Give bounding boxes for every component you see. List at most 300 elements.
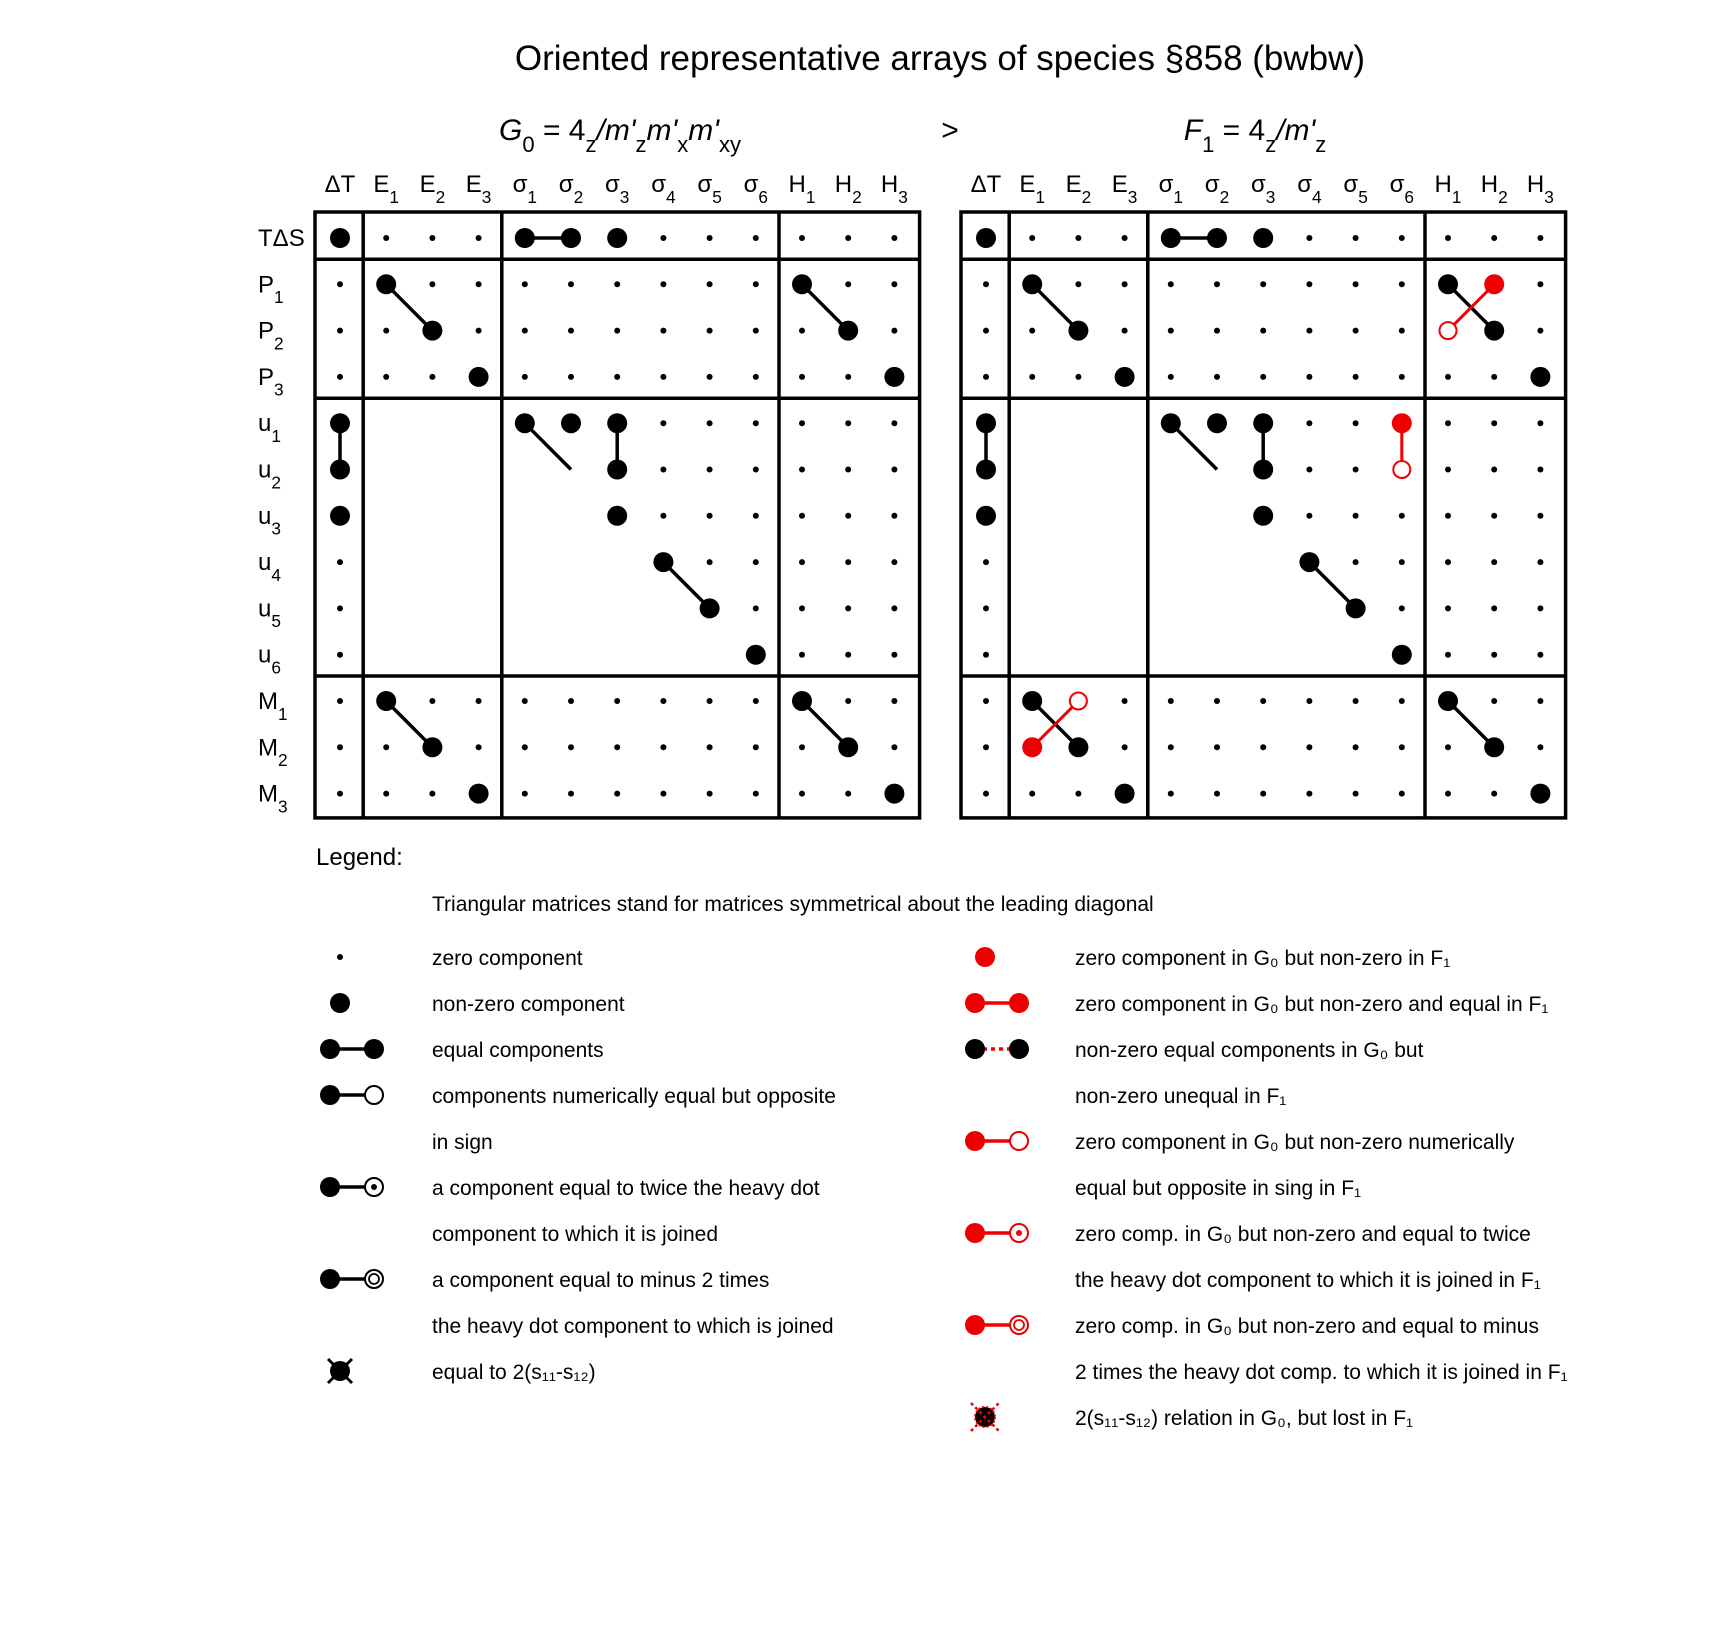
small-dot	[1306, 374, 1312, 380]
heavy-dot	[1161, 228, 1181, 248]
heavy-dot	[838, 321, 858, 341]
small-dot	[799, 559, 805, 565]
col-header-f1-9: $\sigma_6$	[1389, 171, 1415, 207]
small-dot	[799, 328, 805, 334]
small-dot	[1353, 374, 1359, 380]
small-dot	[845, 513, 851, 519]
small-dot	[383, 744, 389, 750]
small-dot	[753, 791, 759, 797]
small-dot	[1445, 467, 1451, 473]
heavy-dot	[792, 691, 812, 711]
small-dot	[1445, 513, 1451, 519]
legend-right-text: zero component in G₀ but non-zero numerically	[1075, 1131, 1515, 1154]
small-dot	[476, 281, 482, 287]
col-header-f1-4: $\sigma_1$	[1158, 171, 1184, 207]
col-header-f1-5: $\sigma_2$	[1204, 171, 1230, 207]
legend-left-text: non-zero component	[432, 993, 625, 1016]
heavy-dot	[422, 737, 442, 757]
legend-right-text: zero comp. in G₀ but non-zero and equal to twice	[1075, 1223, 1531, 1246]
small-dot	[983, 281, 989, 287]
heavy-dot	[561, 228, 581, 248]
row-header-7: $u_4$	[258, 549, 281, 585]
small-dot	[707, 744, 713, 750]
small-dot	[845, 420, 851, 426]
heavy-dot	[1253, 228, 1273, 248]
small-dot	[845, 235, 851, 241]
small-dot	[1122, 328, 1128, 334]
small-dot	[845, 467, 851, 473]
heavy-dot	[607, 228, 627, 248]
small-dot	[568, 791, 574, 797]
heavy-dot	[1299, 552, 1319, 572]
small-dot	[1399, 698, 1405, 704]
col-header-f1-1: $E_1$	[1019, 171, 1046, 207]
legend-right-text: zero component in G₀ but non-zero in F₁	[1075, 947, 1451, 970]
small-dot	[753, 744, 759, 750]
small-dot	[1491, 652, 1497, 658]
small-dot	[753, 513, 759, 519]
small-dot	[1214, 374, 1220, 380]
small-dot	[1214, 328, 1220, 334]
heavy-dot	[330, 413, 350, 433]
small-dot	[1260, 791, 1266, 797]
small-dot	[1353, 328, 1359, 334]
small-dot	[707, 235, 713, 241]
row-header-6: $u_3$	[258, 502, 281, 539]
legend-right-text: 2 times the heavy dot comp. to which it is joined in F₁	[1075, 1361, 1568, 1384]
small-dot	[1075, 235, 1081, 241]
small-dot	[1306, 744, 1312, 750]
small-dot	[1399, 559, 1405, 565]
small-dot	[753, 605, 759, 611]
small-dot	[337, 605, 343, 611]
small-dot	[1168, 281, 1174, 287]
small-dot	[983, 744, 989, 750]
small-dot	[660, 744, 666, 750]
small-dot	[522, 791, 528, 797]
small-dot	[1537, 559, 1543, 565]
small-dot	[753, 467, 759, 473]
small-dot	[337, 791, 343, 797]
small-dot	[337, 374, 343, 380]
right-group-formula: $F_1 = 4_z/m'_z$	[1183, 114, 1327, 157]
small-dot	[1491, 420, 1497, 426]
small-dot	[522, 281, 528, 287]
col-header-f1-10: $H_1$	[1434, 171, 1462, 207]
small-dot	[845, 374, 851, 380]
heavy-dot	[1207, 228, 1227, 248]
small-dot	[753, 281, 759, 287]
col-header-g0-8: $\sigma_5$	[697, 171, 722, 207]
small-dot	[753, 420, 759, 426]
red-open-dot	[1070, 693, 1087, 710]
col-header-g0-1: $E_1$	[373, 171, 400, 207]
small-dot	[660, 513, 666, 519]
small-dot	[983, 328, 989, 334]
small-dot	[1491, 513, 1497, 519]
small-dot	[1306, 235, 1312, 241]
small-dot	[707, 420, 713, 426]
small-dot	[1075, 374, 1081, 380]
cross-dot-icon	[328, 1359, 352, 1383]
small-dot	[707, 467, 713, 473]
heavy-dot	[792, 274, 812, 294]
small-dot	[522, 698, 528, 704]
small-dot	[1168, 698, 1174, 704]
small-dot	[707, 513, 713, 519]
small-dot	[1306, 420, 1312, 426]
small-dot	[614, 698, 620, 704]
red-dot	[1484, 274, 1504, 294]
small-dot	[845, 559, 851, 565]
col-header-f1-8: $\sigma_5$	[1343, 171, 1368, 207]
heavy-dot	[884, 367, 904, 387]
heavy-dot	[1022, 274, 1042, 294]
small-dot	[660, 328, 666, 334]
small-dot	[753, 328, 759, 334]
small-dot	[337, 652, 343, 658]
small-dot	[983, 698, 989, 704]
row-header-0: TΔS	[258, 225, 305, 252]
small-dot	[891, 281, 897, 287]
small-dot	[1353, 513, 1359, 519]
small-dot	[1537, 235, 1543, 241]
small-dot	[383, 791, 389, 797]
red-dot-icon	[975, 947, 995, 967]
small-dot	[1399, 328, 1405, 334]
heavy-dot	[1207, 413, 1227, 433]
small-dot	[568, 698, 574, 704]
small-dot	[1214, 281, 1220, 287]
col-header-f1-2: $E_2$	[1065, 171, 1092, 207]
heavy-dot	[330, 460, 350, 480]
heavy-dot	[884, 784, 904, 804]
heavy-dot	[607, 506, 627, 526]
small-dot	[1168, 374, 1174, 380]
small-dot	[383, 374, 389, 380]
small-dot	[1445, 744, 1451, 750]
small-dot	[1537, 328, 1543, 334]
col-header-f1-6: $\sigma_3$	[1250, 171, 1276, 207]
small-dot	[660, 374, 666, 380]
small-dot	[337, 698, 343, 704]
small-dot	[1399, 744, 1405, 750]
col-header-f1-11: $H_2$	[1480, 171, 1508, 207]
small-dot	[983, 652, 989, 658]
small-dot	[1537, 467, 1543, 473]
small-dot	[1353, 559, 1359, 565]
small-dot	[1029, 235, 1035, 241]
heavy-dot	[1068, 737, 1088, 757]
small-dot	[983, 559, 989, 565]
small-dot	[1353, 744, 1359, 750]
figure-title: Oriented representative arrays of species §858 (bwbw)	[514, 39, 1366, 78]
small-dot	[753, 374, 759, 380]
small-dot	[799, 420, 805, 426]
small-dot	[660, 235, 666, 241]
col-header-f1-12: $H_3$	[1526, 171, 1554, 207]
small-dot	[845, 791, 851, 797]
small-dot	[1445, 791, 1451, 797]
legend-left-text: zero component	[432, 947, 583, 970]
small-dot	[983, 374, 989, 380]
heavy-dot	[1346, 598, 1366, 618]
red-dot	[1392, 413, 1412, 433]
small-dot	[983, 605, 989, 611]
small-dot	[1075, 791, 1081, 797]
small-dot	[1306, 328, 1312, 334]
small-dot	[1445, 374, 1451, 380]
red-equal-link-icon	[965, 993, 1029, 1013]
small-dot	[891, 328, 897, 334]
small-dot	[1445, 235, 1451, 241]
red-opposite-link-icon	[965, 1131, 1028, 1151]
small-dot	[1537, 698, 1543, 704]
heavy-dot	[1161, 413, 1181, 433]
heavy-dot	[1022, 691, 1042, 711]
heavy-dot	[1438, 274, 1458, 294]
small-dot	[1491, 698, 1497, 704]
small-dot	[1399, 791, 1405, 797]
heavy-dot	[330, 506, 350, 526]
heavy-dot	[1068, 321, 1088, 341]
small-dot	[891, 652, 897, 658]
heavy-dot	[376, 691, 396, 711]
small-dot	[429, 374, 435, 380]
small-dot	[522, 328, 528, 334]
small-dot	[799, 235, 805, 241]
small-dot	[1214, 698, 1220, 704]
small-dot	[383, 235, 389, 241]
legend-right-text: non-zero unequal in F₁	[1075, 1085, 1287, 1108]
small-dot	[707, 328, 713, 334]
red-open-dot	[1440, 322, 1457, 339]
small-dot	[845, 652, 851, 658]
heavy-dot	[330, 228, 350, 248]
small-dot	[568, 281, 574, 287]
small-dot	[1214, 791, 1220, 797]
small-dot	[614, 281, 620, 287]
heavy-dot	[976, 413, 996, 433]
small-dot	[1353, 235, 1359, 241]
heavy-dot	[976, 228, 996, 248]
small-dot	[799, 513, 805, 519]
small-dot	[1445, 652, 1451, 658]
heavy-dot	[1484, 321, 1504, 341]
small-dot	[1399, 605, 1405, 611]
col-header-g0-5: $\sigma_2$	[558, 171, 584, 207]
row-header-10: $M_1$	[258, 688, 288, 724]
small-dot	[799, 744, 805, 750]
legend	[316, 844, 1568, 1431]
legend-right-text: 2(s₁₁-s₁₂) relation in G₀, but lost in F₁	[1075, 1407, 1414, 1430]
array-G0	[258, 171, 920, 818]
lost-cross-dot-icon	[971, 1403, 999, 1431]
small-dot	[1399, 374, 1405, 380]
heavy-dot	[1253, 413, 1273, 433]
small-dot	[1399, 513, 1405, 519]
small-dot	[753, 698, 759, 704]
small-dot	[660, 791, 666, 797]
small-dot	[1306, 281, 1312, 287]
small-dot	[476, 698, 482, 704]
small-dot	[1491, 374, 1497, 380]
small-dot	[1029, 328, 1035, 334]
small-dot	[337, 559, 343, 565]
heavy-dot	[1484, 737, 1504, 757]
small-dot	[1075, 281, 1081, 287]
row-header-5: $u_2$	[258, 456, 281, 493]
small-dot	[1122, 281, 1128, 287]
heavy-dot	[838, 737, 858, 757]
heavy-dot	[515, 413, 535, 433]
heavy-dot	[1530, 784, 1550, 804]
heavy-dot	[607, 460, 627, 480]
small-dot	[1168, 791, 1174, 797]
small-dot	[429, 235, 435, 241]
legend-right-text: the heavy dot component to which it is joined in F₁	[1075, 1269, 1541, 1292]
small-dot	[891, 420, 897, 426]
legend-left-text: the heavy dot component to which is joined	[432, 1315, 834, 1338]
big-dot-icon	[330, 993, 350, 1013]
small-dot	[1260, 698, 1266, 704]
small-dot	[799, 605, 805, 611]
small-dot	[845, 605, 851, 611]
heavy-dot	[469, 784, 489, 804]
small-dot	[476, 744, 482, 750]
legend-left-text: a component equal to twice the heavy dot	[432, 1177, 820, 1200]
small-dot	[337, 744, 343, 750]
left-group-formula: $G_0 = 4_z/m'_zm'_xm'_{xy}$	[499, 114, 741, 157]
col-header-g0-6: $\sigma_3$	[604, 171, 630, 207]
small-dot	[1260, 374, 1266, 380]
heavy-dot	[1253, 506, 1273, 526]
small-dot	[891, 605, 897, 611]
small-dot	[1353, 281, 1359, 287]
small-dot	[1029, 791, 1035, 797]
col-header-f1-0: ΔT	[970, 171, 1002, 198]
small-dot	[799, 374, 805, 380]
small-dot	[891, 467, 897, 473]
small-dot	[383, 328, 389, 334]
small-dot	[1537, 513, 1543, 519]
small-dot	[1260, 744, 1266, 750]
legend-title: Legend:	[316, 844, 403, 871]
small-dot	[891, 559, 897, 565]
small-dot	[799, 791, 805, 797]
small-dot	[568, 744, 574, 750]
small-dot	[891, 513, 897, 519]
small-dot	[614, 744, 620, 750]
col-header-g0-0: ΔT	[324, 171, 356, 198]
equal-link-icon	[320, 1039, 384, 1059]
small-dot	[614, 791, 620, 797]
small-dot	[1306, 513, 1312, 519]
row-header-2: $P_2$	[258, 317, 284, 354]
small-dot	[1491, 467, 1497, 473]
small-dot	[1537, 652, 1543, 658]
small-dot	[707, 698, 713, 704]
row-header-3: $P_3$	[258, 363, 284, 400]
heavy-dot	[376, 274, 396, 294]
small-dot	[522, 744, 528, 750]
small-dot	[660, 698, 666, 704]
small-dot	[845, 281, 851, 287]
heavy-dot	[653, 552, 673, 572]
small-dot	[1445, 420, 1451, 426]
small-dot	[1029, 374, 1035, 380]
small-dot	[1306, 467, 1312, 473]
small-dot	[1445, 559, 1451, 565]
heavy-dot	[607, 413, 627, 433]
small-dot	[1353, 467, 1359, 473]
small-dot-icon	[337, 954, 343, 960]
heavy-dot	[1115, 784, 1135, 804]
small-dot	[660, 467, 666, 473]
legend-left-text: equal components	[432, 1039, 604, 1062]
small-dot	[1122, 698, 1128, 704]
small-dot	[707, 791, 713, 797]
col-header-g0-4: $\sigma_1$	[512, 171, 538, 207]
small-dot	[1353, 791, 1359, 797]
legend-right-text: zero comp. in G₀ but non-zero and equal to minus	[1075, 1315, 1539, 1338]
small-dot	[707, 281, 713, 287]
col-header-f1-3: $E_3$	[1111, 171, 1138, 207]
red-minus2-link-icon	[965, 1315, 1028, 1335]
col-header-g0-12: $H_3$	[880, 171, 908, 207]
small-dot	[1399, 235, 1405, 241]
small-dot	[1168, 744, 1174, 750]
small-dot	[707, 559, 713, 565]
dotted-link-icon	[965, 1039, 1029, 1059]
heavy-dot	[700, 598, 720, 618]
small-dot	[614, 374, 620, 380]
small-dot	[1260, 328, 1266, 334]
small-dot	[568, 374, 574, 380]
small-dot	[1260, 281, 1266, 287]
heavy-dot	[746, 645, 766, 665]
small-dot	[845, 698, 851, 704]
row-header-12: $M_3$	[258, 780, 288, 817]
small-dot	[891, 698, 897, 704]
small-dot	[1214, 744, 1220, 750]
small-dot	[707, 374, 713, 380]
col-header-g0-7: $\sigma_4$	[651, 171, 676, 207]
heavy-dot	[976, 506, 996, 526]
small-dot	[1168, 328, 1174, 334]
legend-right-text: equal but opposite in sing in F₁	[1075, 1177, 1362, 1200]
small-dot	[660, 420, 666, 426]
legend-left-text: component to which it is joined	[432, 1223, 718, 1246]
small-dot	[1491, 605, 1497, 611]
small-dot	[1491, 235, 1497, 241]
small-dot	[983, 791, 989, 797]
small-dot	[1537, 420, 1543, 426]
small-dot	[1491, 559, 1497, 565]
small-dot	[476, 235, 482, 241]
row-header-11: $M_2$	[258, 734, 288, 771]
small-dot	[799, 652, 805, 658]
small-dot	[1353, 698, 1359, 704]
small-dot	[614, 328, 620, 334]
heavy-dot	[976, 460, 996, 480]
heavy-dot	[1530, 367, 1550, 387]
small-dot	[1122, 744, 1128, 750]
small-dot	[337, 281, 343, 287]
legend-right-text: non-zero equal components in G₀ but	[1075, 1039, 1424, 1062]
heavy-dot	[469, 367, 489, 387]
array-F1	[961, 171, 1566, 818]
